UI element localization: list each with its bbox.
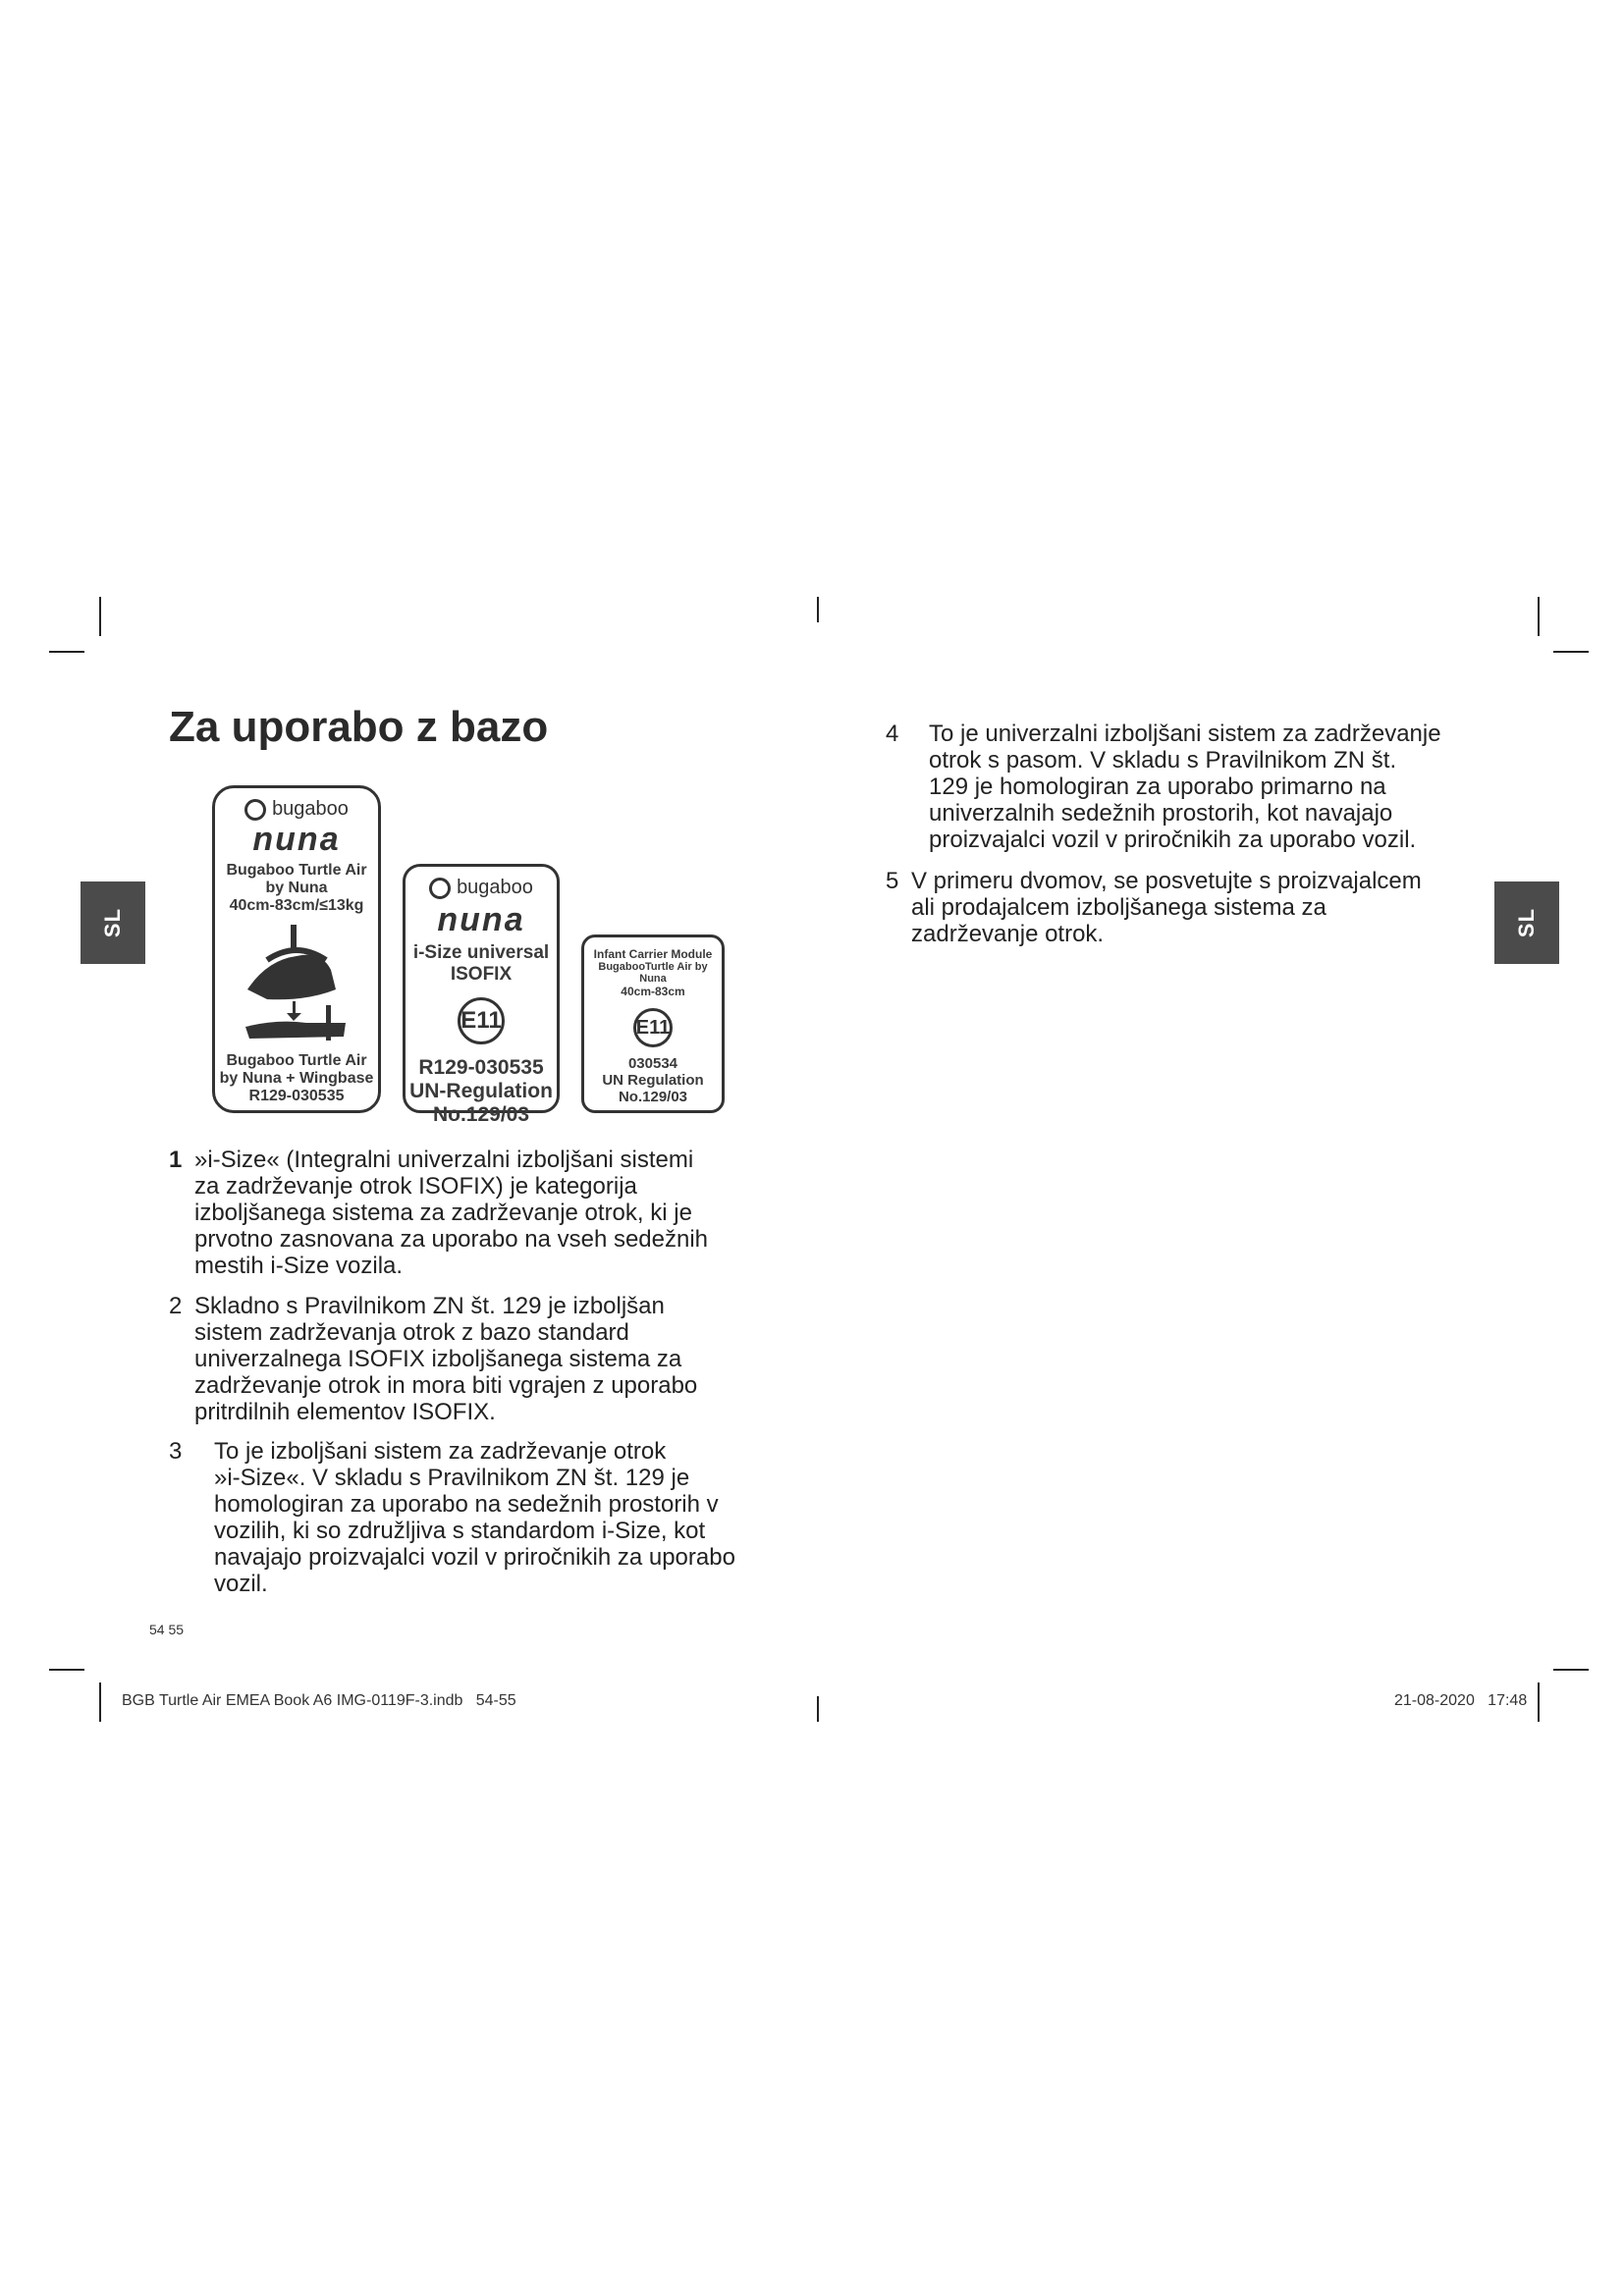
list-item-number: 5 xyxy=(886,868,899,894)
language-tab-label: SL xyxy=(100,907,125,938)
label-module-line: 40cm-83cm xyxy=(621,985,685,998)
label-regulation-number: No.129/03 xyxy=(432,1103,530,1126)
crop-mark xyxy=(49,1669,84,1671)
approval-label-isofix xyxy=(403,864,560,1126)
label-regulation-number: No.129/03 xyxy=(618,1089,688,1105)
label-approval-code: R129-030535 xyxy=(418,1056,544,1079)
nuna-wordmark: nuna xyxy=(252,821,341,858)
bugaboo-wordmark: bugaboo xyxy=(457,877,533,898)
language-tab-left xyxy=(81,881,145,964)
label-top-line: by Nuna xyxy=(265,880,328,896)
label-module-line: BugabooTurtle Air by Nuna xyxy=(598,961,708,985)
list-item-text: »i-Size« (Integralni univerzalni izboljšani sistemi za zadrževanje otrok ISOFIX) je kategorija izboljšanega sistema za zadrževanje otrok, ki je prvotno zasnovana za uporabo na vseh sedežnih mestih i-Size vozila. xyxy=(194,1147,709,1279)
list-item-text: V primeru dvomov, se posvetujte s proizvajalcem ali prodajalcem izboljšanega sistema za zadrževanje otrok. xyxy=(911,868,1422,947)
list-item-number: 3 xyxy=(169,1438,183,1465)
bugaboo-icon xyxy=(244,799,266,821)
label-regulation: UN-Regulation xyxy=(409,1080,553,1102)
crop-mark xyxy=(99,597,101,636)
label-bottom-line: R129-030535 xyxy=(248,1088,345,1104)
bugaboo-logo xyxy=(406,877,557,899)
footer-file-name: BGB Turtle Air EMEA Book A6 IMG-0119F-3.indb 54-55 xyxy=(122,1692,516,1709)
label-bottom-line: Bugaboo Turtle Air xyxy=(226,1052,367,1069)
list-item xyxy=(169,1147,758,1279)
crop-mark xyxy=(49,651,84,653)
list-item xyxy=(886,868,1494,947)
approval-label-module xyxy=(581,934,725,1113)
list-item xyxy=(169,1438,758,1597)
crop-mark xyxy=(817,1696,819,1722)
bugaboo-wordmark: bugaboo xyxy=(272,798,349,820)
crop-mark xyxy=(99,1682,101,1722)
list-item xyxy=(169,1293,758,1425)
crop-mark xyxy=(1538,597,1540,636)
page-title: Za uporabo z bazo xyxy=(169,703,549,751)
list-item-text: To je izboljšani sistem za zadrževanje otrok »i-Size«. V skladu s Pravilnikom ZN št. 129 je homologiran za uporabo na sedežnih prostorih v vozilih, ki so združljiva s standardom i-Size, kot navajajo proizvajalci vozil v priročnikih za uporabo vozil. xyxy=(214,1438,735,1597)
car-seat-on-base-icon xyxy=(228,921,365,1048)
language-tab-label: SL xyxy=(1514,907,1539,938)
label-module-line: Infant Carrier Module xyxy=(593,947,713,961)
label-bottom-line: by Nuna + Wingbase xyxy=(219,1070,374,1087)
language-tab-right xyxy=(1494,881,1559,964)
page-numbers: 54 55 xyxy=(149,1622,185,1637)
label-isize-line: i-Size universal xyxy=(412,942,550,963)
list-item-number: 4 xyxy=(886,721,899,747)
e-mark-icon: E11 xyxy=(633,1008,673,1047)
list-item-text: Skladno s Pravilnikom ZN št. 129 je izboljšan sistem zadrževanja otrok z bazo standard univerzalnega ISOFIX izboljšanega sistema za zadrževanje otrok in mora biti vgrajen z uporabo pritrdilnih elementov ISOFIX. xyxy=(194,1293,698,1425)
crop-mark xyxy=(1553,1669,1589,1671)
list-item-text: To je univerzalni izboljšani sistem za zadrževanje otrok s pasom. V skladu s Pravilnikom ZN št. 129 je homologiran za uporabo primarno na univerzalnih sedežnih prostorih, kot navajajo proizvajalci vozil v priročnikih za uporabo vozil. xyxy=(929,721,1441,853)
approval-label-base xyxy=(212,785,381,1113)
bugaboo-icon xyxy=(429,878,451,899)
list-item-number: 1 xyxy=(169,1147,183,1173)
nuna-wordmark: nuna xyxy=(437,901,525,938)
list-item-number: 2 xyxy=(169,1293,183,1319)
label-approval-code: 030534 xyxy=(627,1055,678,1072)
label-regulation: UN Regulation xyxy=(602,1072,704,1089)
list-item xyxy=(886,721,1494,853)
label-isofix-line: ISOFIX xyxy=(450,964,513,985)
crop-mark xyxy=(817,597,819,622)
crop-mark xyxy=(1553,651,1589,653)
footer-date: 21-08-2020 17:48 xyxy=(1394,1692,1528,1709)
crop-mark xyxy=(1538,1682,1540,1722)
label-top-line: 40cm-83cm/≤13kg xyxy=(229,897,364,914)
bugaboo-logo xyxy=(215,798,378,821)
label-top-line: Bugaboo Turtle Air xyxy=(226,862,367,879)
e-mark-icon: E11 xyxy=(458,997,505,1044)
